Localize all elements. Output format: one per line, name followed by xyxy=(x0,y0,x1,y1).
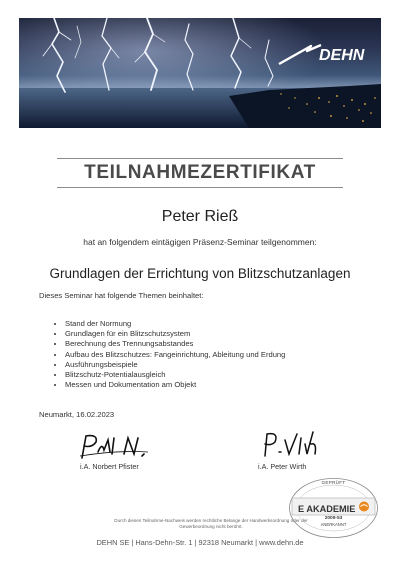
list-item: • Stand der Normung xyxy=(65,319,285,329)
list-item: • Aufbau des Blitzschutzes: Fangeinrichtung, Ableitung und Erdung xyxy=(65,350,285,360)
list-item: • Messen und Dokumentation am Objekt xyxy=(65,380,285,390)
legal-note: Durch diesen Teilnahme-Nachweis werden rechtliche Belange der Handwerksordnung oder der Gewerbeordnung nicht berührt. xyxy=(114,518,308,529)
seal-top-text: GEPRÜFT xyxy=(321,480,346,485)
intro-text: hat an folgendem eintägigen Präsenz-Seminar teilgenommen: xyxy=(83,237,317,247)
title-rule-top xyxy=(57,158,343,159)
seminar-title: Grundlagen der Errichtung von Blitzschutzanlagen xyxy=(49,266,351,281)
signature-wirth xyxy=(259,430,323,460)
list-item: • Grundlagen für ein Blitzschutzsystem xyxy=(65,329,285,339)
footer-address: DEHN SE | Hans-Dehn-Str. 1 | 92318 Neumarkt | www.dehn.de xyxy=(96,538,304,547)
topics-intro: Dieses Seminar hat folgende Themen beinhaltet: xyxy=(39,291,204,300)
list-item: • Ausführungsbeispiele xyxy=(65,360,285,370)
svg-text:DEHN: DEHN xyxy=(319,47,365,64)
header-lightning-image xyxy=(19,18,381,128)
list-item: • Blitzschutz-Potentialausgleich xyxy=(65,370,285,380)
title-rule-bottom xyxy=(57,187,343,188)
place-date: Neumarkt, 16.02.2023 xyxy=(39,410,115,419)
signature-label-pfister: i.A. Norbert Pfister xyxy=(80,462,139,471)
seal-bottom-text: ANERKANNT xyxy=(320,522,347,527)
certificate-title: TEILNAHMEZERTIFIKAT xyxy=(84,162,316,183)
list-item: • Berechnung des Trennungsabstandes xyxy=(65,339,285,349)
seal-name: E AKADEMIE xyxy=(298,504,356,514)
participant-name: Peter Rieß xyxy=(161,208,239,225)
dehn-logo xyxy=(277,40,373,66)
topics-list xyxy=(55,319,285,390)
seal-years: 2009-53 xyxy=(324,516,343,521)
signature-pfister xyxy=(78,432,160,460)
signature-label-wirth: i.A. Peter Wirth xyxy=(258,462,307,471)
